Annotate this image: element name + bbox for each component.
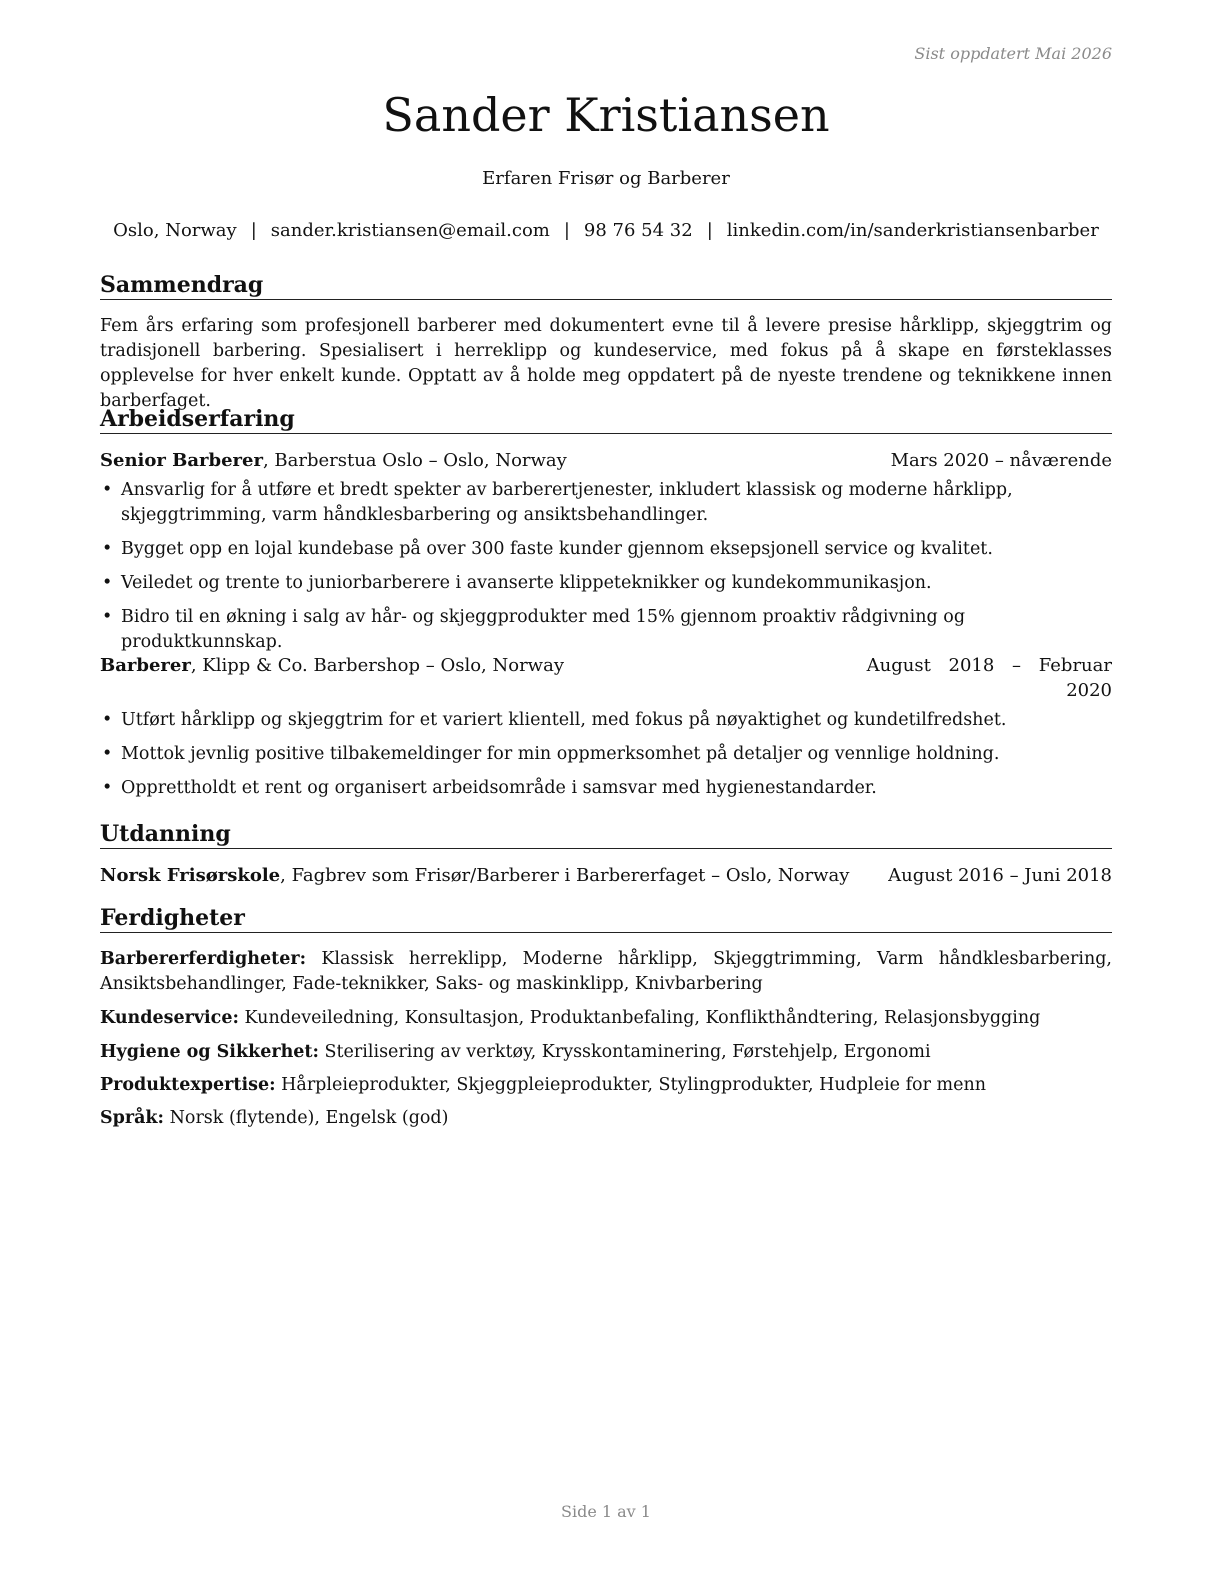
job-header — [100, 653, 1112, 701]
skill-row — [100, 1006, 1112, 1031]
contact-separator: | — [706, 220, 713, 241]
summary-text: Fem års erfaring som profesjonell barberer med dokumentert evne til å levere presise hårklipp, skjeggtrim og tradisjonell barbering. Spesialisert i herreklipp og kundeservice, med fokus på å skape en førsteklasses opplevelse for hver enkelt kunde. Opptatt av å holde meg oppdatert på de nyeste trendene og teknikkene innen barberfaget. — [100, 316, 1112, 411]
education-dates: August 2016 – Juni 2018 — [888, 865, 1112, 886]
contact-phone: 98 76 54 32 — [583, 220, 693, 241]
skill-label: Hygiene og Sikkerhet: — [100, 1042, 319, 1062]
section-heading-education: Utdanning — [100, 820, 1112, 849]
candidate-title: Erfaren Frisør og Barberer — [482, 168, 730, 189]
skill-row — [100, 947, 1112, 997]
job-header — [100, 448, 1112, 473]
job-dates-line: August 2018 – Februar — [866, 655, 1112, 676]
contact-linkedin[interactable]: linkedin.com/in/sanderkristiansenbarber — [726, 220, 1099, 241]
job-role: Senior Barberer — [100, 450, 263, 471]
list-item: • Bidro til en økning i salg av hår- og skjeggprodukter med 15% gjennom proaktiv rådgivning og produktkunnskap. — [100, 605, 1112, 655]
list-item: • Mottok jevnlig positive tilbakemeldinger for min oppmerksomhet på detaljer og vennlige holdning. — [100, 742, 1112, 767]
contact-email[interactable]: sander.kristiansen@email.com — [270, 220, 550, 241]
list-item: • Utført hårklipp og skjeggtrim for et variert klientell, med fokus på nøyaktighet og kundetilfredshet. — [100, 708, 1112, 733]
skill-row — [100, 1040, 1112, 1065]
contact-separator: | — [563, 220, 570, 241]
skill-label: Barbererferdigheter: — [100, 949, 307, 969]
job-dates — [867, 653, 1112, 703]
job-company: , Klipp & Co. Barbershop – Oslo, Norway — [190, 655, 564, 676]
resume-page — [100, 0, 1112, 1584]
list-item: • Ansvarlig for å utføre et bredt spekter av barberertjenester, inkludert klassisk og moderne hårklipp, skjeggtrimming, varm håndklesbarbering og ansiktsbehandlinger. — [100, 478, 1112, 528]
education-detail: , Fagbrev som Frisør/Barberer i Barbererfaget – Oslo, Norway — [280, 865, 850, 886]
education-entry — [100, 863, 1112, 888]
contact-location: Oslo, Norway — [113, 220, 237, 241]
education-school: Norsk Frisørskole — [100, 865, 281, 886]
candidate-name: Sander Kristiansen — [382, 88, 830, 142]
list-item: • Bygget opp en lojal kundebase på over 300 faste kunder gjennom eksepsjonell service og kvalitet. — [100, 537, 1112, 562]
skill-text: Sterilisering av verktøy, Krysskontaminering, Førstehjelp, Ergonomi — [318, 1042, 931, 1062]
skill-label: Språk: — [100, 1108, 165, 1128]
last-updated: Sist oppdatert Mai 2026 — [914, 44, 1112, 63]
job-bullets — [100, 708, 1112, 810]
job-company: , Barberstua Oslo – Oslo, Norway — [262, 450, 567, 471]
skill-row — [100, 1106, 1112, 1131]
skill-text: Hårpleieprodukter, Skjeggpleieprodukter, Stylingprodukter, Hudpleie for menn — [275, 1075, 987, 1095]
skill-label: Kundeservice: — [100, 1008, 239, 1028]
skill-text: Klassisk herreklipp, Moderne hårklipp, Skjeggtrimming, Varm håndklesbarbering, Ansiktsbehandlinger, Fade-teknikker, Saks- og maskinklipp, Knivbarbering — [100, 949, 1112, 994]
job-dates-line: 2020 — [1066, 680, 1112, 701]
section-heading-skills: Ferdigheter — [100, 904, 1112, 933]
job-role: Barberer — [100, 655, 191, 676]
job-bullets — [100, 478, 1112, 664]
section-heading-experience: Arbeidserfaring — [100, 405, 1112, 434]
skill-row — [100, 1073, 1112, 1098]
skill-label: Produktexpertise: — [100, 1075, 276, 1095]
contact-line — [100, 220, 1112, 241]
section-heading-summary: Sammendrag — [100, 271, 1112, 300]
job-dates: Mars 2020 – nåværende — [890, 450, 1112, 471]
list-item: • Veiledet og trente to juniorbarberere i avanserte klippeteknikker og kundekommunikasjon. — [100, 571, 1112, 596]
contact-separator: | — [250, 220, 257, 241]
page-number: Side 1 av 1 — [561, 1502, 651, 1521]
list-item: • Opprettholdt et rent og organisert arbeidsområde i samsvar med hygienestandarder. — [100, 776, 1112, 801]
skill-text: Norsk (flytende), Engelsk (god) — [164, 1108, 449, 1128]
skill-text: Kundeveiledning, Konsultasjon, Produktanbefaling, Konflikthåndtering, Relasjonsbygging — [238, 1008, 1041, 1028]
